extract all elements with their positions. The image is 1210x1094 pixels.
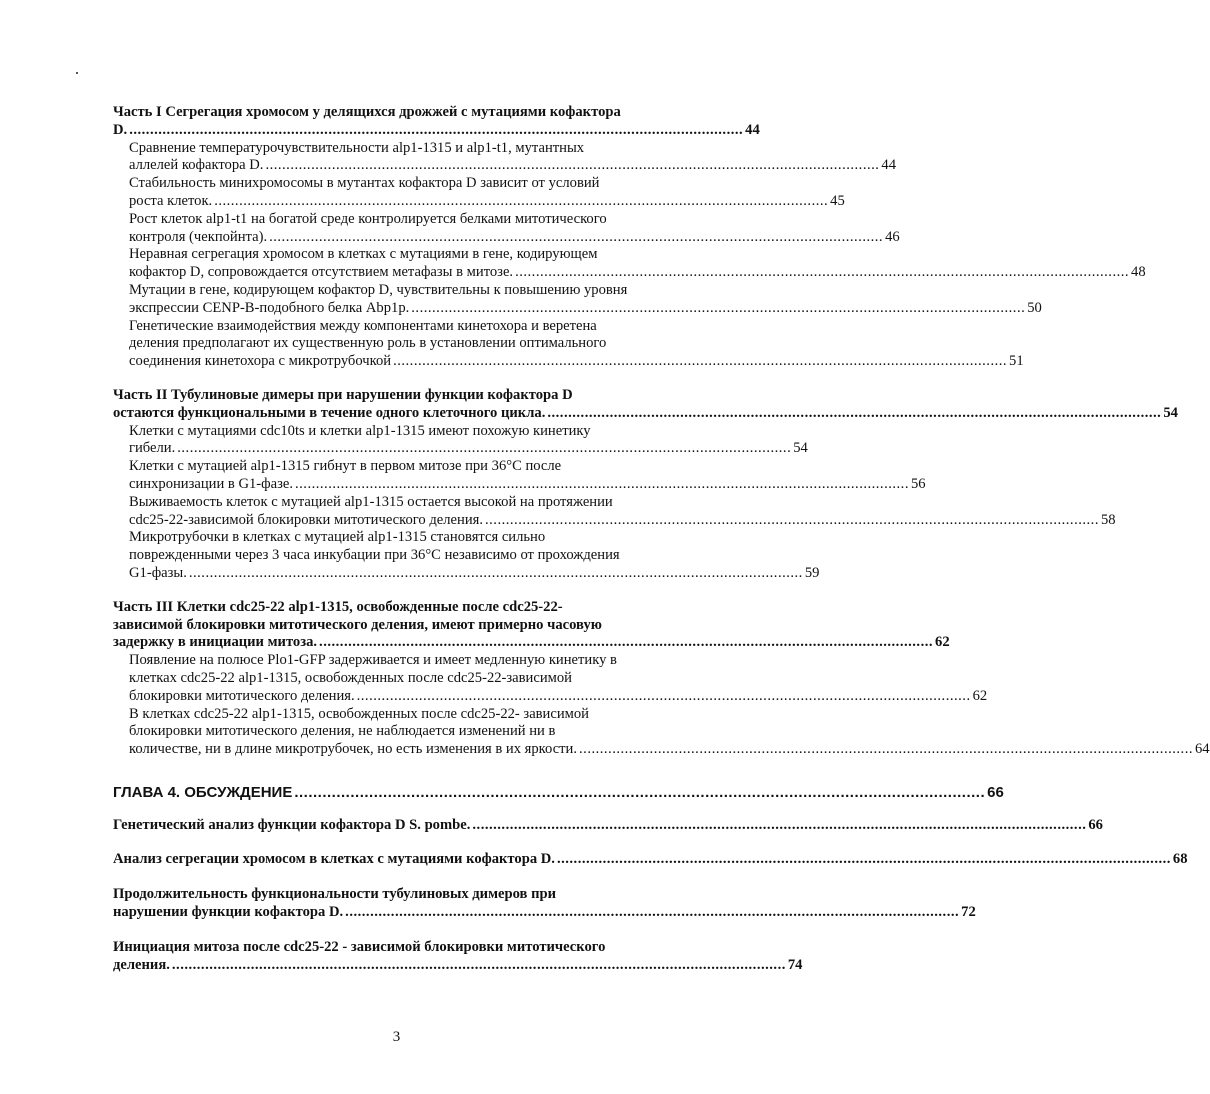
- page-ref: 48: [1131, 264, 1146, 281]
- toc-line: экспрессии CENP-B-подобного белка Abp1p.: [129, 299, 410, 316]
- toc-line: Клетки с мутацией alp1-1315 гибнут в первом митозе при 36°С после: [129, 458, 562, 475]
- leader-dots: ....................................................................................................................................................: [515, 264, 1130, 281]
- toc-line: Продолжительность функциональности тубулиновых димеров при: [113, 886, 557, 903]
- toc-subsection[interactable]: [113, 139, 896, 176]
- toc-line: контроля (чекпойнта).: [129, 228, 268, 245]
- toc-subsection[interactable]: [113, 317, 1024, 371]
- page-ref: 66: [1088, 816, 1103, 833]
- toc-part-3[interactable]: [113, 598, 950, 652]
- leader-dots: ....................................................................................................................................................: [171, 956, 786, 973]
- toc-line: Генетические взаимодействия между компонентами кинетохора и веретена: [129, 317, 597, 334]
- leader-dots: ....................................................................................................................................................: [129, 121, 744, 138]
- page-ref: 46: [885, 228, 900, 245]
- page-ref: 51: [1009, 353, 1024, 370]
- toc-line: остаются функциональными в течение одного клеточного цикла.: [113, 404, 546, 421]
- toc-line: Стабильность минихромосомы в мутантах кофактора D зависит от условий: [129, 175, 600, 192]
- leader-dots: ....................................................................................................................................................: [579, 741, 1193, 758]
- page-ref: 54: [793, 440, 808, 457]
- toc-line: В клетках cdc25-22 alp1-1315, освобожденных после cdc25-22- зависимой: [129, 705, 589, 722]
- leader-dots: ....................................................................................................................................................: [411, 299, 1026, 316]
- toc-section[interactable]: [113, 938, 803, 975]
- page-ref: 62: [972, 687, 988, 704]
- toc-line: роста клеток.: [129, 192, 213, 209]
- page-ref: 58: [1100, 511, 1116, 528]
- toc-line: Сравнение температурочувствительности alp1-1315 и alp1-t1, мутантных: [129, 139, 585, 156]
- page-ref: 68: [1172, 851, 1188, 868]
- toc-line: синхронизации в G1-фазе.: [129, 475, 293, 492]
- toc-subsection[interactable]: [113, 529, 820, 582]
- page-ref: 74: [787, 956, 803, 973]
- leader-dots: ....................................................................................................................................................: [177, 440, 792, 457]
- toc-line: Клетки с мутациями cdc10ts и клетки alp1-1315 имеют похожую кинетику: [129, 422, 591, 439]
- toc-part-1[interactable]: [113, 104, 760, 140]
- toc-subsection[interactable]: [113, 422, 808, 459]
- toc-line: деления предполагают их существенную роль в установлении оптимального: [129, 335, 607, 352]
- toc-line: Генетический анализ функции кофактора D S. pombe.: [113, 816, 471, 833]
- toc-line: количестве, ни в длине микротрубочек, но есть изменения в их яркости.: [129, 741, 578, 758]
- toc-line: Мутации в гене, кодирующем кофактор D, чувствительны к повышению уровня: [129, 281, 628, 298]
- leader-dots: ....................................................................................................................................................: [295, 475, 909, 492]
- leader-dots: ....................................................................................................................................................: [485, 511, 1099, 528]
- toc-line: соединения кинетохора с микротрубочкой: [129, 353, 392, 370]
- toc-section[interactable]: [113, 886, 976, 922]
- toc-part-2[interactable]: [113, 386, 1178, 423]
- toc-section[interactable]: [113, 851, 1188, 869]
- page-ref: 72: [961, 904, 976, 921]
- toc-line: гибели.: [129, 440, 176, 457]
- toc-line: задержку в инициации митоза.: [113, 634, 318, 651]
- toc-line: кофактор D, сопровождается отсутствием метафазы в митозе.: [129, 264, 514, 281]
- toc-line: Инициация митоза после cdc25-22 - зависимой блокировки митотического: [113, 938, 606, 955]
- leader-dots: ....................................................................................................................................................: [556, 851, 1171, 868]
- leader-dots: ....................................................................................................................................................: [214, 192, 829, 209]
- scan-speck: [76, 72, 78, 74]
- page-ref: 66: [987, 783, 1004, 801]
- leader-dots: ....................................................................................................................................................: [265, 157, 880, 174]
- toc-subsection[interactable]: [113, 458, 926, 494]
- toc-line: cdc25-22-зависимой блокировки митотического деления.: [129, 511, 483, 528]
- page-ref: 54: [1163, 404, 1178, 421]
- page-ref: 59: [804, 564, 820, 581]
- toc-subsection[interactable]: [113, 652, 988, 705]
- toc-line: Часть III Клетки cdc25-22 alp1-1315, освобожденные после cdc25-22-: [113, 598, 563, 615]
- toc-line: клетках cdc25-22 alp1-1315, освобожденных после cdc25-22-зависимой: [129, 669, 572, 686]
- page-ref: 64: [1194, 741, 1210, 758]
- toc-line: нарушении функции кофактора D.: [113, 904, 344, 921]
- page-number: 3: [392, 1029, 401, 1045]
- toc-line: Часть II Тубулиновые димеры при нарушении функции кофактора D: [113, 386, 573, 403]
- page-ref: 62: [935, 634, 950, 651]
- toc-section[interactable]: [113, 816, 1103, 835]
- page-ref: 50: [1027, 299, 1042, 316]
- leader-dots: ....................................................................................................................................................: [356, 687, 971, 704]
- toc-subsection[interactable]: [113, 210, 900, 247]
- toc-line: Неравная сегрегация хромосом в клетках с мутациями в гене, кодирующем: [129, 246, 598, 263]
- toc-line: D.: [113, 121, 128, 138]
- leader-dots: ....................................................................................................................................................: [472, 816, 1087, 833]
- toc-line: Рост клеток alp1-t1 на богатой среде контролируется белками митотического: [129, 210, 607, 227]
- toc-line: поврежденными через 3 часа инкубации при 36°С независимо от прохождения: [129, 547, 620, 564]
- page-ref: 44: [881, 157, 896, 174]
- toc-line: деления.: [113, 956, 170, 973]
- toc-line: Анализ сегрегации хромосом в клетках с мутациями кофактора D.: [113, 851, 555, 868]
- toc-line: Выживаемость клеток с мутацией alp1-1315 остается высокой на протяжении: [129, 493, 613, 510]
- leader-dots: ....................................................................................................................................................: [345, 904, 960, 921]
- toc-subsection[interactable]: [113, 281, 1042, 318]
- toc-subsection[interactable]: [113, 705, 1210, 759]
- toc-line: блокировки митотического деления, не наблюдается изменений ни в: [129, 723, 556, 740]
- toc-line: ГЛАВА 4. ОБСУЖДЕНИЕ: [113, 783, 293, 801]
- toc-line: Микротрубочки в клетках с мутацией alp1-1315 становятся сильно: [129, 529, 546, 546]
- toc-line: аллелей кофактора D.: [129, 157, 264, 174]
- toc-subsection[interactable]: [113, 175, 845, 211]
- toc-line: блокировки митотического деления.: [129, 687, 355, 704]
- toc-line: Появление на полюсе Plo1-GFP задерживается и имеет медленную кинетику в: [129, 652, 617, 669]
- leader-dots: ....................................................................................................................................................: [547, 404, 1162, 421]
- leader-dots: ....................................................................................................................................................: [393, 353, 1008, 370]
- toc-line: G1-фазы.: [129, 564, 187, 581]
- page-ref: 44: [745, 121, 760, 138]
- leader-dots: ....................................................................................................................................................: [269, 228, 884, 245]
- page-ref: 45: [830, 192, 845, 209]
- toc-line: зависимой блокировки митотического деления, имеют примерно часовую: [113, 616, 602, 633]
- toc-line: Часть I Сегрегация хромосом у делящихся дрожжей с мутациями кофактора: [113, 104, 621, 120]
- toc-subsection[interactable]: [113, 246, 1146, 282]
- table-of-contents: [113, 104, 1210, 974]
- leader-dots: ....................................................................................................................................................: [294, 783, 986, 801]
- leader-dots: ....................................................................................................................................................: [319, 634, 934, 651]
- leader-dots: ....................................................................................................................................................: [188, 564, 803, 581]
- page-ref: 56: [910, 475, 926, 492]
- toc-chapter-4[interactable]: [113, 783, 1004, 802]
- toc-subsection[interactable]: [113, 493, 1116, 530]
